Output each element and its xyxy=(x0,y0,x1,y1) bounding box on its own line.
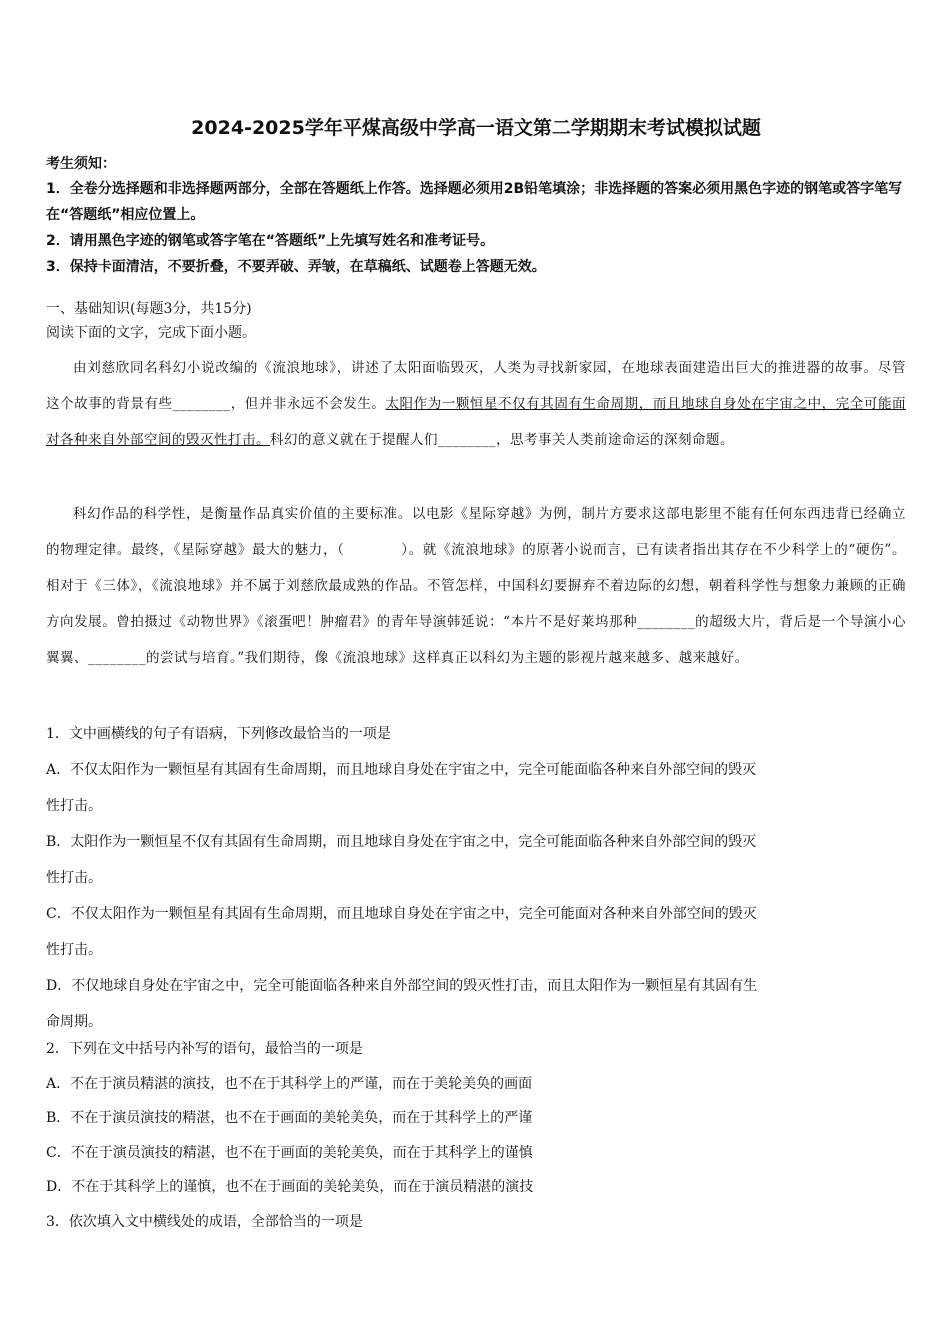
question-stem: 2．下列在文中括号内补写的语句，最恰当的一项是 xyxy=(46,1041,363,1057)
question-3 xyxy=(46,1204,906,1240)
option-c[interactable]: C．不仅太阳作为一颗恒星有其固有生命周期，而且地球自身处在宇宙之中，完全可能面对各种来自外部空间的毁灭 xyxy=(46,906,757,922)
underlined-sentence: 太阳作为一颗恒星不仅有其固有生命周期，而且地球自身处在宇宙之中，完全可能面对各种来自外部空间的毁灭性打击。 xyxy=(46,396,907,448)
option-b-cont: 性打击。 xyxy=(46,870,102,886)
passage-paragraph-2: 科幻作品的科学性，是衡量作品真实价值的主要标准。以电影《星际穿越》为例，制片方要求这部电影里不能有任何东西违背已经确立的物理定律。最终，《星际穿越》最大的魅力，（ ）。就《流浪地球》的原著小说而言，已有读者指出其存在不少科学上的“硬伤”。相对于《三体》，《流浪地球》并不属于刘慈欣最成熟的作品。不管怎样，中国科幻要摒弃不着边际的幻想，朝着科学性与想象力兼顾的正确方向发展。曾拍摄过《动物世界》《滚蛋吧！肿瘤君》的青年导演韩延说：“本片不是好莱坞那种________的超级大片，背后是一个导演小心翼翼、________的尝试与培育。”我们期待，像《流浪地球》这样真正以科幻为主题的影视片越来越多、越来越好。 xyxy=(46,506,906,666)
option-c[interactable]: C．不在于演员演技的精湛，也不在于画面的美轮美奂，而在于其科学上的谨慎 xyxy=(46,1144,533,1161)
notice-list xyxy=(46,176,906,280)
question-1 xyxy=(46,716,906,1040)
passage-text: 科幻的意义就在于提醒人们________，思考事关人类前途命运的深刻命题。 xyxy=(270,432,734,448)
option-a-cont: 性打击。 xyxy=(46,798,102,814)
option-b[interactable]: B．不在于演员演技的精湛，也不在于画面的美轮美奂，而在于其科学上的严谨 xyxy=(46,1110,533,1126)
option-a[interactable]: A．不在于演员精湛的演技，也不在于其科学上的严谨，而在于美轮美奂的画面 xyxy=(46,1075,533,1092)
question-2 xyxy=(46,1032,906,1205)
notice-item: 2．请用黑色字迹的钢笔或答字笔在“答题纸”上先填写姓名和准考证号。 xyxy=(46,233,495,249)
section-instruction: 阅读下面的文字，完成下面小题。 xyxy=(46,325,256,341)
notice-heading: 考生须知： xyxy=(46,156,116,172)
option-d[interactable]: D．不在于其科学上的谨慎，也不在于画面的美轮美奂，而在于演员精湛的演技 xyxy=(46,1179,534,1195)
option-d[interactable]: D．不仅地球自身处在宇宙之中，完全可能面临各种来自外部空间的毁灭性打击，而且太阳作为一颗恒星有其固有生 xyxy=(46,978,758,994)
page-title: 2024-2025学年平煤高级中学高一语文第二学期期末考试模拟试题 xyxy=(191,117,761,139)
passage-paragraph-1 xyxy=(46,350,906,458)
section-heading: 一、基础知识(每题3分，共15分) xyxy=(46,301,252,317)
passage-text: 由刘慈欣同名科幻小说改编的《流浪地球》，讲述了太阳面临毁灭，人类为寻找新家园，在地球表面建造出巨大的推进器的故事。尽管这个故事的背景有些________，但并非永远不会发生。 xyxy=(46,360,906,412)
question-stem: 3．依次填入文中横线处的成语，全部恰当的一项是 xyxy=(46,1214,363,1230)
question-stem: 1．文中画横线的句子有语病，下列修改最恰当的一项是 xyxy=(46,726,391,742)
option-b[interactable]: B．太阳作为一颗恒星不仅有其固有生命周期，而且地球自身处在宇宙之中，完全可能面临各种来自外部空间的毁灭 xyxy=(46,834,757,850)
option-d-cont: 命周期。 xyxy=(46,1014,102,1030)
option-a[interactable]: A．不仅太阳作为一颗恒星有其固有生命周期，而且地球自身处在宇宙之中，完全可能面临各种来自外部空间的毁灭 xyxy=(46,762,757,778)
option-c-cont: 性打击。 xyxy=(46,942,102,958)
notice-item: 1．全卷分选择题和非选择题两部分，全部在答题纸上作答。选择题必须用2B铅笔填涂；非选择题的答案必须用黑色字迹的钢笔或答字笔写在“答题纸”相应位置上。 xyxy=(46,181,903,223)
notice-item: 3．保持卡面清洁，不要折叠，不要弄破、弄皱，在草稿纸、试题卷上答题无效。 xyxy=(46,259,546,275)
